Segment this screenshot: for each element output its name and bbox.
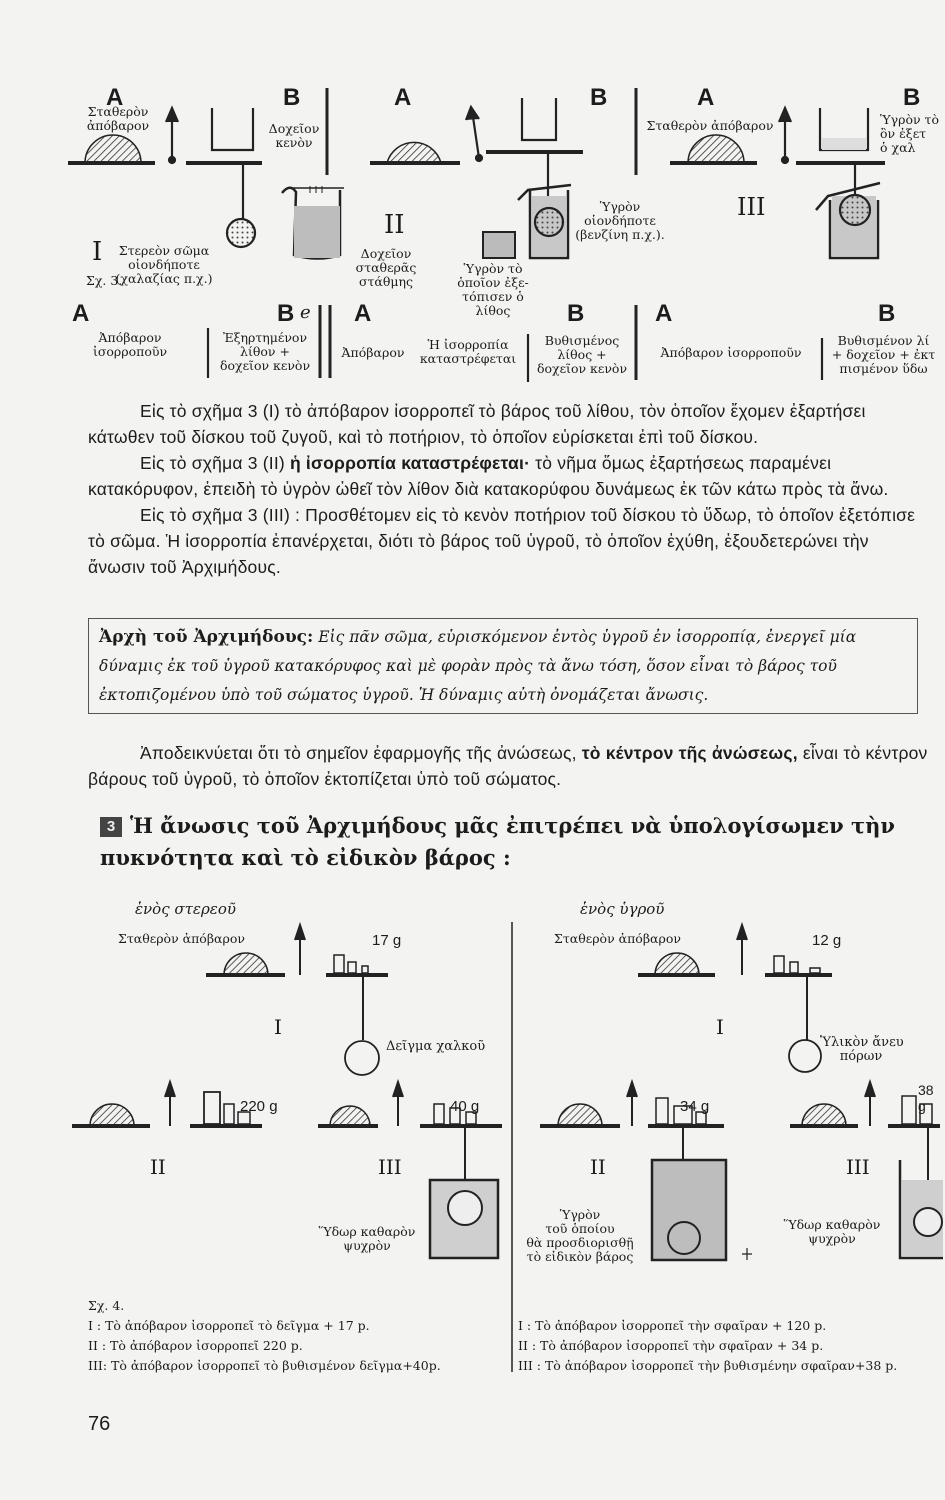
fig4-right-weights-label: Σταθερὸν ἀπόβαρον <box>554 931 681 946</box>
fig4-left-title: ἑνὸς στερεοῦ <box>135 900 236 918</box>
fig4-caption-right-3: III : Τὸ ἀπόβαρον ἰσορροπεῖ τὴν βυθισμένην σφαῖραν+38 p. <box>518 1358 898 1373</box>
fig3-footer2-right: Βυθισμένος λίθος + δοχεῖον κενὸν <box>536 333 628 376</box>
page-number: 76 <box>88 1413 111 1435</box>
fig4-left-roman3: III <box>378 1155 402 1179</box>
fig4-left-water-label: Ὕδωρ καθαρὸν ψυχρὸν <box>318 1224 416 1253</box>
fig4-left-w2: 220 g <box>240 1098 278 1115</box>
fig3-p1-header-a: A <box>106 84 124 111</box>
paragraph-1: Εἰς τὸ σχῆμα 3 (I) τὸ ἀπόβαρον ἰσορροπεῖ τὸ βάρος τοῦ λίθου, τὸν ὁποῖον ἔχομεν ἐξαρτήσει κάτωθεν τοῦ δίσκου τοῦ ζυγοῦ, καὶ τὸ ποτήριον, τὸ ὁποῖον εὑρίσκεται ἐπὶ τοῦ δίσκου. <box>88 401 866 447</box>
fig4-caption-right-1: I : Τὸ ἀπόβαρον ἰσορροπεῖ τὴν σφαῖραν + 120 p. <box>518 1318 827 1333</box>
fig3-footer2-a: A <box>354 300 372 327</box>
fig4-caption-left-1: I : Τὸ ἀπόβαρον ἰσορροπεῖ τὸ δεῖγμα + 17 p. <box>88 1318 370 1333</box>
fig3-p2-fixed-container-label: Δοχεῖον σταθερᾶς στάθμης <box>355 246 417 289</box>
fig4-left-sample-label: Δεῖγμα χαλκοῦ <box>386 1039 486 1054</box>
fig4-right-roman1: I <box>716 1015 724 1039</box>
section-heading <box>100 810 940 874</box>
fig3-p2-liquid-label: Ὑγρὸν οἱονδήποτε (βενζίνη π.χ.). <box>575 199 665 242</box>
fig3-footer1-right: Ἐξηρτημένον λίθον + δοχεῖον κενὸν <box>219 330 311 373</box>
fig4-left-weights-label: Σταθερὸν ἀπόβαρον <box>118 931 245 946</box>
fig3-footer3-right: Βυθισμένον λί + δοχεῖον + ἐκτ πισμένον ὕδω <box>831 333 936 376</box>
fig3-p3-header-a: A <box>697 84 715 111</box>
fig3-p1-empty-container-label: Δοχεῖον κενὸν <box>268 121 320 150</box>
principle-title: Ἀρχὴ τοῦ Ἀρχιμήδους: <box>99 627 314 647</box>
fig3-footer1-b-suffix: e <box>300 302 311 323</box>
fig4-right-liquid-label: Ὑγρὸν τοῦ ὁποίου θὰ προσδιορισθῇ τὸ εἰδικὸν βάρος <box>526 1207 634 1264</box>
fig4-right-w2: 34 g <box>680 1098 710 1115</box>
fig4-right-roman2: II <box>590 1155 606 1179</box>
bold-center-of-buoyancy: τὸ κέντρον τῆς ἀνώσεως, <box>581 743 798 763</box>
bold-equilibrium-destroyed: ἡ ἰσορροπία καταστρέφεται· <box>289 453 531 473</box>
fig3-footer1-a: A <box>72 300 90 327</box>
fig4-caption-left-2: II : Τὸ ἀπόβαρον ἰσορροπεῖ 220 p. <box>88 1338 303 1353</box>
fig3-footer2-mid: Ἡ ἰσορροπία καταστρέφεται <box>419 337 517 366</box>
fig3-footer1-left: Ἀπόβαρον ἰσορροποῦν <box>92 330 168 359</box>
fig4-label: Σχ. 4. <box>88 1298 125 1313</box>
paragraph-2: Εἰς τὸ σχῆμα 3 (II) ἡ ἰσορροπία καταστρέφεται· τὸ νῆμα ὅμως ἐξαρτήσεως παραμένει κατακόρυφον, ἐπειδὴ τὸ ὑγρὸν ὠθεῖ τὸν λίθον διὰ κατακορύφου δυνάμεως ἐκ τῶν κάτω πρὸς τὰ ἄνω. <box>88 453 889 499</box>
fig4-right-water-label: Ὕδωρ καθαρὸν ψυχρὸν <box>783 1217 881 1246</box>
paragraph-4: Ἀποδεικνύεται ὅτι τὸ σημεῖον ἐφαρμογῆς τῆς ἀνώσεως, τὸ κέντρον τῆς ἀνώσεως, εἶναι τὸ κέντρον βάρους τοῦ ὑγροῦ, τὸ ὁποῖον ἐκτοπίζεται ὑπὸ τοῦ σώματος. <box>88 743 928 789</box>
fig3-footer3-b: B <box>878 300 896 327</box>
section-heading-text: Ἡ ἄνωσις τοῦ Ἀρχιμήδους μᾶς ἐπιτρέπει νὰ ὑπολογίσωμεν τὴν πυκνότητα καὶ τὸ εἰδικὸν βάρος : <box>100 813 895 870</box>
fig4-left-w1: 17 g <box>372 932 402 949</box>
fig3-footer2-left: Ἀπόβαρον <box>341 345 405 360</box>
fig4-right-roman3: III <box>846 1155 870 1179</box>
fig4-right-sphere-label: Ὑλικὸν ἄνευ πόρων <box>820 1035 904 1064</box>
fig3-label: Σχ. 3. <box>86 273 123 288</box>
fig3-p3-liquid-label: Ὑγρὸν τὸ ὂν ἐξετ ὁ χαλ <box>880 112 939 155</box>
fig4-right-w1: 12 g <box>812 932 842 949</box>
fig3-footer3-a: A <box>655 300 673 327</box>
fig3-p2-roman: II <box>384 210 405 240</box>
fig3-p2-header-b: B <box>590 84 608 111</box>
fig3-p1-roman: I <box>92 237 103 267</box>
section-number-badge: 3 <box>100 817 122 837</box>
fig3-footer3-left: Ἀπόβαρον ἰσορροποῦν <box>660 345 802 360</box>
fig4-caption-left-3: III: Τὸ ἀπόβαρον ἰσορροπεῖ τὸ βυθισμένον δεῖγμα+40p. <box>88 1358 441 1373</box>
fig4-left-roman2: II <box>150 1155 166 1179</box>
fig3-p3-weights-label: Σταθερὸν ἀπόβαρον <box>646 118 774 133</box>
paragraph-3: Εἰς τὸ σχῆμα 3 (III) : Προσθέτομεν εἰς τὸ κενὸν ποτήριον τοῦ δίσκου τὸ ὕδωρ, τὸ ὁποῖον ἐξετόπισε τὸ σῶμα. Ἡ ἰσορροπία ἐπανέρχεται, διότι τὸ βάρος τοῦ ὑγροῦ, τὸ ὁποῖον ἐχύθη, ἐξουδετερώνει τὴν ἄνωσιν τοῦ Ἀρχιμήδους. <box>88 505 916 577</box>
principle-body: Εἰς πᾶν σῶμα, εὑρισκόμενον ἐντὸς ὑγροῦ ἐν ἰσορροπίᾳ, ἐνεργεῖ μία δύναμις ἐκ τοῦ ὑγροῦ κατακόρυφος καὶ μὲ φορὰν πρὸς τὰ ἄνω τόση, ὅσον εἶναι τὸ βάρος τοῦ ἐκτοπιζομένου ὑπὸ τοῦ σώματος ὑγροῦ. Ἡ δύναμις αὐτὴ ὀνομάζεται ἄνωσις. <box>99 628 857 704</box>
fig4-left-roman1: I <box>274 1015 282 1039</box>
fig3-p1-weights-label: Σταθερὸν ἀπόβαρον <box>86 104 150 133</box>
archimedes-principle-box <box>88 618 918 714</box>
fig3-p1-solid-label: Στερεὸν σῶμα οἱονδήποτε (χαλαζίας π.χ.) <box>115 243 213 286</box>
fig4-caption-right-2: II : Τὸ ἀπόβαρον ἰσορροπεῖ τὴν σφαῖραν + 34 p. <box>518 1338 824 1353</box>
paragraph-figure3-explanation <box>88 398 928 580</box>
paragraph-center-of-buoyancy <box>88 740 928 792</box>
fig3-p3-header-b: B <box>903 84 921 111</box>
fig4-left-w3: 40 g <box>450 1098 480 1115</box>
fig3-footer2-b: B <box>567 300 585 327</box>
fig4-right-w3: 38 g <box>918 1082 934 1114</box>
fig3-p2-header-a: A <box>394 84 412 111</box>
fig4-right-title: ἑνὸς ὑγροῦ <box>580 900 665 918</box>
fig3-p3-roman: III <box>737 193 766 221</box>
fig3-p1-header-b: B <box>283 84 301 111</box>
fig3-footer1-b: B <box>277 300 295 327</box>
fig3-p2-displaced-liquid-label: Ὑγρὸν τὸ ὁποῖον ἐξε- τόπισεν ὁ λίθος <box>457 261 529 318</box>
